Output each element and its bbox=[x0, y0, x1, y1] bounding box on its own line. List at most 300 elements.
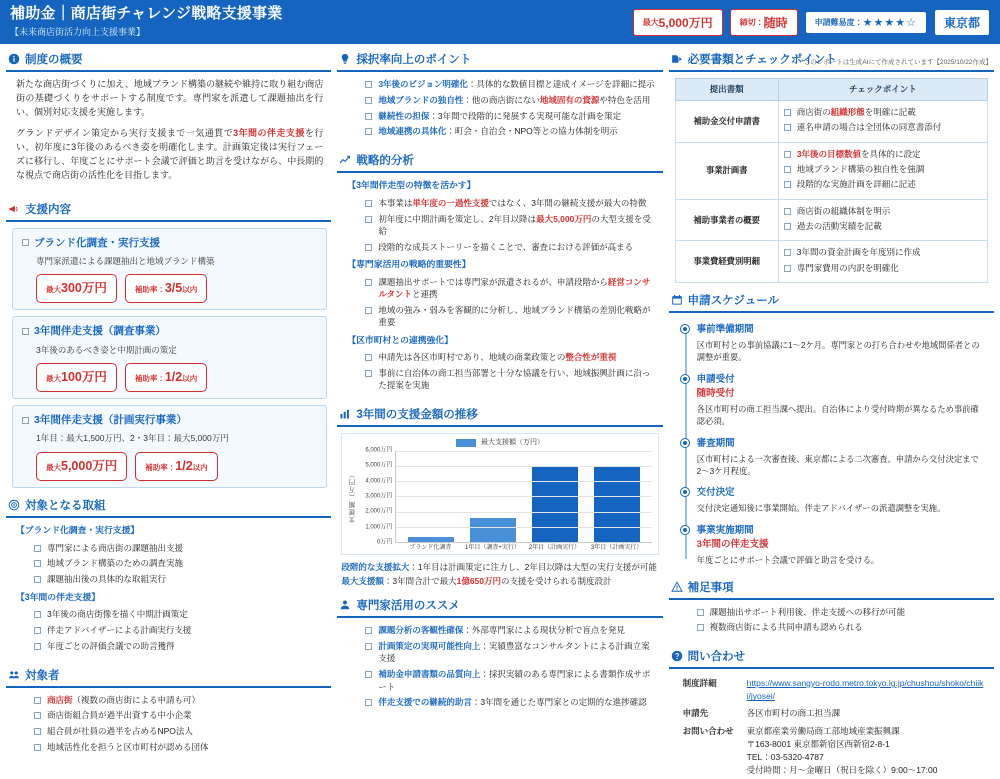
page-title: 補助金｜商店街チャレンジ戦略支援事業 bbox=[10, 4, 283, 22]
timeline-title: 事業実施期間 bbox=[696, 524, 754, 536]
notes-body bbox=[669, 600, 994, 640]
timeline-desc: 交付決定通知後に事業開始。伴走アドバイザーの派遣調整を実施。 bbox=[696, 503, 946, 514]
chart-x-tick-label: 2年目（計画実行） bbox=[528, 544, 581, 551]
list-item-label bbox=[378, 213, 654, 238]
list-item bbox=[34, 573, 323, 585]
program-detail-link[interactable]: https://www.sangyo-rodo.metro.tokyo.lg.jp/chushou/shoko/chiiki/jyosei/ bbox=[746, 678, 984, 702]
notes-title: 補足事項 bbox=[687, 581, 734, 594]
overview-p2-a: グランドデザイン策定から実行支援まで一気通貫で bbox=[16, 127, 234, 138]
timeline-item bbox=[697, 524, 986, 567]
strategy-group-label: 【専門家活用の戦略的重要性】 bbox=[347, 259, 471, 270]
megaphone-icon bbox=[8, 203, 20, 215]
tips-body bbox=[337, 72, 662, 143]
timeline-item bbox=[697, 486, 986, 514]
checkbox-icon[interactable] bbox=[22, 328, 29, 335]
timeline-title: 交付決定 bbox=[696, 487, 735, 499]
chart-gridline bbox=[396, 527, 651, 528]
list-item-label: 年度ごとの評価会議での助言獲得 bbox=[47, 640, 175, 651]
chart-bar bbox=[408, 537, 454, 542]
documents-title: 必要書類とチェックポイント bbox=[687, 54, 837, 66]
overview-title: 制度の概要 bbox=[25, 54, 83, 66]
overview-header bbox=[6, 48, 331, 72]
support-rate-chip bbox=[125, 274, 207, 303]
difficulty-badge bbox=[805, 11, 927, 34]
note-highlight: 1億650万円 bbox=[456, 575, 502, 586]
cell-checkpoints bbox=[778, 101, 987, 143]
text-highlight: 整合性が重視 bbox=[565, 352, 617, 363]
checkbox-icon[interactable] bbox=[34, 576, 41, 583]
tip-text: 3年間で段階的に発展する実現可能な計画を策定 bbox=[437, 110, 622, 121]
tip-text: 町会・自治会・NPO等との協力体制を明示 bbox=[454, 126, 618, 137]
rate-label: 補助率： bbox=[134, 373, 165, 383]
list-item-label bbox=[378, 110, 621, 122]
cell-checkpoints bbox=[778, 142, 987, 199]
list-item bbox=[365, 213, 654, 238]
deadline-label: 締切： bbox=[739, 17, 764, 27]
checkbox-icon[interactable] bbox=[784, 181, 791, 188]
support-card-desc: 1年目：最大1,500万円、2・3年目：最大5,000万円 bbox=[36, 433, 229, 444]
tip-sep: ： bbox=[467, 79, 477, 89]
section-notes bbox=[669, 576, 994, 640]
checkbox-icon[interactable] bbox=[365, 354, 372, 361]
schedule-header bbox=[669, 289, 994, 313]
section-eligible bbox=[6, 494, 331, 658]
support-card-chips bbox=[36, 363, 317, 392]
eligible-body bbox=[6, 518, 331, 658]
contact-row bbox=[679, 723, 988, 779]
timeline-desc: 区市町村との事前協議に1〜2ケ月。専門家との打ち合わせや地域間係者との調整が重要。 bbox=[696, 339, 980, 363]
note-text-b: の支援を受けられる制度設計 bbox=[501, 575, 612, 586]
chart-y-tick-label: 2,000万円 bbox=[365, 508, 393, 515]
legend-swatch-icon bbox=[456, 439, 476, 447]
checkbox-icon[interactable] bbox=[34, 712, 41, 719]
amount-value: 100万円 bbox=[61, 369, 107, 384]
chart-line-icon bbox=[339, 154, 351, 166]
list-item bbox=[34, 624, 323, 636]
list-item-label bbox=[378, 276, 654, 301]
checkbox-icon[interactable] bbox=[34, 627, 41, 634]
text-highlight: 経営コンサルタント bbox=[378, 276, 651, 300]
support-card-desc: 専門家派遣による課題抽出と地域ブランド構築 bbox=[36, 255, 215, 266]
contact-line: 受付時間：月〜金曜日（祝日を除く）9:00〜17:00 bbox=[746, 765, 938, 776]
section-contact bbox=[669, 645, 994, 779]
contact-line: TEL：03-5320-4787 bbox=[746, 752, 824, 762]
list-item-label: 地域ブランド構築の独自性を強調 bbox=[796, 164, 925, 175]
list-item-label bbox=[378, 94, 650, 106]
timeline-title: 事前準備期間 bbox=[696, 323, 754, 335]
checkbox-icon[interactable] bbox=[365, 671, 372, 678]
list-item-label: 過去の活動実績を記載 bbox=[796, 221, 882, 232]
list-item-label bbox=[797, 148, 921, 160]
contact-title: 問い合わせ bbox=[687, 651, 746, 664]
strategy-title: 戦略的分析 bbox=[356, 155, 414, 168]
timeline-item bbox=[697, 437, 986, 478]
list-item bbox=[365, 367, 654, 392]
checkbox-icon[interactable] bbox=[365, 699, 372, 706]
list-item-label: 専門家による商店街の課題抽出支援 bbox=[47, 542, 184, 553]
list-item-label bbox=[378, 78, 654, 90]
list-item bbox=[697, 621, 986, 633]
note-key: 最大支援額 bbox=[341, 575, 384, 586]
checkbox-icon[interactable] bbox=[784, 124, 791, 131]
list-item bbox=[784, 205, 982, 217]
support-card-desc: 3年後のあるべき姿と中期計画の策定 bbox=[36, 344, 177, 355]
checkbox-icon[interactable] bbox=[34, 744, 41, 751]
list-item-label: 商店街の組織体制を明示 bbox=[796, 205, 891, 216]
chart-y-tick-label: 3,000万円 bbox=[365, 493, 393, 500]
checkbox-icon[interactable] bbox=[22, 239, 29, 246]
checkbox-icon[interactable] bbox=[365, 97, 372, 104]
overview-paragraph-2 bbox=[16, 127, 323, 183]
timeline-item bbox=[697, 323, 986, 364]
checkbox-icon[interactable] bbox=[784, 265, 791, 272]
amount-value: 300万円 bbox=[61, 281, 107, 295]
chart-gridline bbox=[396, 466, 651, 467]
list-item bbox=[34, 542, 323, 554]
overview-p2-b: を行い、初年度に3年後のあるべき姿を明確化します。計画策定後は実行フェーズに移行し、年度ごとにサポート会議で評価と助言を受けながら、中長期的な視点で商店街の活性化を目指します。 bbox=[16, 127, 324, 180]
list-item-label: 3年間の資金計画を年度別に作成 bbox=[796, 247, 921, 258]
note-sep: ： bbox=[383, 575, 393, 586]
list-item-label bbox=[378, 351, 616, 363]
list-item-label: 組合員が社員の過半を占めるNPO法人 bbox=[47, 726, 193, 737]
amount-prefix: 最大 bbox=[46, 462, 61, 472]
target-rest: （複数の商店街による申請も可） bbox=[72, 694, 201, 705]
support-card bbox=[12, 405, 327, 488]
list-item-label bbox=[378, 624, 625, 636]
list-item-label: 商店街組合員が過半出資する中小企業 bbox=[47, 710, 192, 721]
chart-y-ticks bbox=[359, 447, 395, 546]
overview-paragraph-1: 新たな商店街づくりに加え、地域ブランド構築の継続や維持に取り組む商店街の基礎づくりをサポートする制度です。専門家を派遣して課題抽出を行い、個別対応支援を実施します。 bbox=[16, 79, 324, 117]
list-item-label: 段階的な成長ストーリーを描くことで、審査における評価が高まる bbox=[378, 241, 634, 252]
expert-body bbox=[337, 618, 662, 714]
checkbox-icon[interactable] bbox=[697, 624, 704, 631]
text-b: を明確に記載 bbox=[864, 107, 916, 118]
expert-key: 課題分析の客観性確保 bbox=[378, 625, 464, 636]
column-header-checkpoints: チェックポイント bbox=[778, 79, 987, 101]
checkbox-icon[interactable] bbox=[34, 611, 41, 618]
contact-header bbox=[669, 645, 994, 669]
list-item bbox=[784, 121, 982, 133]
section-tips bbox=[337, 48, 662, 143]
checkbox-icon[interactable] bbox=[365, 128, 372, 135]
list-item-label: 伴走アドバイザーによる計画実行支援 bbox=[47, 625, 192, 635]
schedule-timeline bbox=[681, 323, 986, 567]
documents-table bbox=[675, 78, 988, 283]
list-item-label: 課題抽出後の具体的な取組実行 bbox=[47, 574, 167, 585]
checkbox-icon[interactable] bbox=[34, 728, 41, 735]
list-item-label: 専門家費用の内訳を明確化 bbox=[796, 262, 899, 273]
checkbox-icon[interactable] bbox=[365, 216, 372, 223]
list-item bbox=[784, 148, 982, 160]
rate-suffix: 以内 bbox=[182, 285, 198, 294]
targets-body bbox=[6, 688, 331, 759]
list-item-label: 複数商店街による共同申請も認められる bbox=[709, 622, 863, 633]
cell-document-name: 補助金交付申請書 bbox=[675, 101, 778, 143]
checkbox-icon[interactable] bbox=[365, 307, 372, 314]
expert-header bbox=[337, 594, 662, 618]
expert-title: 専門家活用のススメ bbox=[356, 600, 460, 613]
contact-value bbox=[743, 675, 988, 705]
section-chart bbox=[337, 403, 662, 588]
rate-suffix: 以内 bbox=[182, 373, 198, 383]
timeline-highlight: 随時受付 bbox=[696, 388, 735, 400]
section-support bbox=[6, 198, 331, 488]
list-item-label: 地域ブランド構築のための調査実施 bbox=[47, 558, 184, 569]
targets-title: 対象者 bbox=[25, 669, 60, 682]
chart-gridline bbox=[396, 481, 651, 482]
chart-y-axis-label: 支援額（万円） bbox=[349, 470, 357, 524]
list-item bbox=[365, 640, 654, 665]
support-rate-chip bbox=[135, 452, 217, 481]
list-item bbox=[784, 246, 982, 258]
middle-column bbox=[337, 48, 662, 706]
tips-title: 採択率向上のポイント bbox=[356, 54, 472, 66]
expert-key: 計画策定の実現可能性向上 bbox=[378, 641, 481, 652]
tip-text: 他の商店街にない bbox=[471, 94, 540, 105]
list-item bbox=[784, 220, 982, 232]
expert-key: 伴走支援での継続的助言 bbox=[378, 697, 472, 708]
list-item bbox=[365, 125, 654, 137]
checkbox-icon[interactable] bbox=[365, 200, 372, 207]
column-header-document: 提出書類 bbox=[675, 79, 778, 101]
tip-key: 地域ブランドの独自性 bbox=[378, 94, 464, 105]
support-amount-chip bbox=[36, 452, 127, 481]
amount-prefix: 最大 bbox=[46, 373, 61, 383]
support-card-chips bbox=[36, 452, 317, 481]
chart-y-tick-label: 0万円 bbox=[376, 539, 393, 546]
cell-document-name: 事業計画書 bbox=[675, 142, 778, 199]
support-card-name: 3年間伴走支援（調査事業） bbox=[34, 325, 166, 338]
list-item bbox=[784, 163, 982, 175]
chart-y-tick-label: 6,000万円 bbox=[365, 447, 393, 454]
region-value: 東京都 bbox=[943, 15, 980, 30]
region-badge bbox=[934, 9, 990, 36]
contact-value: 各区市町村の商工担当課 bbox=[746, 708, 841, 719]
contact-table bbox=[679, 675, 988, 779]
contact-row bbox=[679, 705, 988, 722]
checkbox-icon[interactable] bbox=[784, 166, 791, 173]
timeline-desc: 各区市町村の商工担当課へ提出。自治体により受付時期が異なるため事前確認必須。 bbox=[696, 404, 979, 427]
table-row bbox=[675, 142, 987, 199]
list-item bbox=[365, 94, 654, 106]
support-rate-chip bbox=[125, 363, 207, 392]
support-card-name: 3年間伴走支援（計画実行事業） bbox=[34, 414, 187, 427]
list-item bbox=[365, 668, 654, 693]
cell-document-name: 事業費経費別明細 bbox=[675, 241, 778, 283]
chart-bar bbox=[594, 466, 640, 542]
checkbox-icon[interactable] bbox=[34, 643, 41, 650]
section-targets bbox=[6, 664, 331, 759]
eligible-header bbox=[6, 494, 331, 518]
list-item-label: 課題抽出サポート利用後、伴走支援への移行が可能 bbox=[709, 606, 906, 617]
text-a: 本事業は bbox=[378, 197, 413, 208]
text-b: ではなく、3年間の継続支援が最大の特徴 bbox=[488, 197, 647, 208]
chart-y-tick-label: 4,000万円 bbox=[365, 477, 393, 484]
support-header bbox=[6, 198, 331, 222]
list-item-label: 事前に自治体の商工担当部署と十分な協議を行い、地域振興計画に沿った提案を実施 bbox=[378, 367, 651, 391]
section-schedule bbox=[669, 289, 994, 567]
tip-highlight: 地域固有の資源 bbox=[539, 94, 600, 105]
support-card-chips bbox=[36, 274, 317, 303]
expert-key: 補助金申請書類の品質向上 bbox=[378, 669, 481, 680]
strategy-group-label: 【3年間伴走型の特徴を活かす】 bbox=[347, 180, 476, 191]
table-header-row bbox=[675, 79, 987, 101]
list-item bbox=[784, 178, 982, 190]
chart-x-tick-label: ブランド化調査 bbox=[409, 544, 452, 551]
timeline-desc: 区市町村による一次審査後、東京都による二次審査。申請から交付決定まで2〜3ケ月程度。 bbox=[696, 453, 979, 477]
list-item bbox=[697, 606, 986, 618]
list-item bbox=[34, 709, 323, 721]
checkbox-icon[interactable] bbox=[34, 697, 41, 704]
amount-value: 5,000万円 bbox=[61, 458, 118, 473]
checkbox-icon[interactable] bbox=[697, 609, 704, 616]
deadline-badge bbox=[730, 9, 798, 36]
chart-header bbox=[337, 403, 662, 427]
support-card-title-row bbox=[22, 323, 317, 339]
text-a: 商店街の bbox=[796, 107, 831, 118]
support-card-name: ブランド化調査・実行支援 bbox=[34, 236, 160, 249]
contact-row bbox=[679, 675, 988, 705]
documents-header bbox=[669, 48, 994, 72]
support-card bbox=[12, 316, 327, 399]
chart-plot-area bbox=[348, 447, 651, 546]
timeline-dot-icon bbox=[681, 325, 689, 333]
list-item-label bbox=[378, 696, 646, 708]
target-highlight: 商店街 bbox=[47, 694, 73, 705]
table-row bbox=[675, 199, 987, 241]
contact-line: 〒163-8001 東京都新宿区西新宿2-8-1 bbox=[746, 738, 890, 749]
list-item bbox=[34, 725, 323, 737]
list-item bbox=[365, 241, 654, 253]
documents-body bbox=[669, 72, 994, 283]
chart-note bbox=[341, 575, 658, 589]
chart-y-tick-label: 1,000万円 bbox=[365, 523, 393, 530]
checkbox-icon[interactable] bbox=[365, 279, 372, 286]
support-body bbox=[6, 222, 331, 488]
expert-text: 採択実績のある専門家による書類作成サポート bbox=[378, 669, 651, 692]
text-highlight: 最大5,000万円 bbox=[536, 213, 592, 224]
checkbox-icon[interactable] bbox=[365, 627, 372, 634]
chart-legend bbox=[348, 438, 651, 449]
checkbox-icon[interactable] bbox=[784, 249, 791, 256]
list-item-label bbox=[797, 106, 916, 118]
checkbox-icon[interactable] bbox=[34, 560, 41, 567]
support-amount-chip bbox=[36, 274, 117, 303]
timeline-dot-icon bbox=[681, 439, 689, 447]
info-icon bbox=[8, 53, 20, 65]
checkbox-icon[interactable] bbox=[784, 223, 791, 230]
note-text: 3年間合計で最大 bbox=[392, 575, 457, 586]
checkbox-icon[interactable] bbox=[365, 113, 372, 120]
checkbox-icon[interactable] bbox=[365, 81, 372, 88]
chart-notes bbox=[341, 561, 658, 588]
section-strategy bbox=[337, 149, 662, 397]
list-item-label: 地域の強み・弱みを客観的に分析し、地域ブランド構築の差別化戦略が重要 bbox=[378, 304, 651, 328]
tips-header bbox=[337, 48, 662, 72]
checkbox-icon[interactable] bbox=[365, 244, 372, 251]
page-subtitle: 【未来商店街活力向上支援事業】 bbox=[10, 27, 146, 38]
timeline-dot-icon bbox=[681, 526, 689, 534]
chart-y-tick-label: 5,000万円 bbox=[365, 462, 393, 469]
schedule-title: 申請スケジュール bbox=[687, 294, 779, 307]
bar-chart-icon bbox=[339, 408, 351, 420]
tip-sep: ： bbox=[463, 94, 472, 105]
list-item-label bbox=[378, 125, 617, 137]
people-icon bbox=[8, 669, 20, 681]
list-item bbox=[34, 640, 323, 652]
contact-key: お問い合わせ bbox=[682, 725, 734, 736]
checkbox-icon[interactable] bbox=[784, 109, 791, 116]
contact-line: 東京都産業労働局商工部地域産業振興課 bbox=[746, 725, 900, 736]
calendar-icon bbox=[671, 294, 683, 306]
page-header bbox=[0, 0, 1000, 44]
strategy-group-label: 【区市町村との連携強化】 bbox=[347, 334, 453, 345]
text-highlight: 単年度の一過性支援 bbox=[412, 197, 489, 208]
checkbox-icon[interactable] bbox=[784, 208, 791, 215]
checkbox-icon[interactable] bbox=[365, 643, 372, 650]
rate-suffix: 以内 bbox=[192, 462, 208, 472]
amount-prefix: 最大 bbox=[46, 285, 61, 294]
eligible-group-label: 【ブランド化調査・実行支援】 bbox=[16, 525, 140, 535]
deadline-value: 随時 bbox=[763, 15, 788, 30]
support-card bbox=[12, 228, 327, 311]
overview-body bbox=[6, 72, 331, 192]
expert-text: 実績豊富なコンサルタントによる計画立案支援 bbox=[378, 641, 650, 664]
right-column bbox=[669, 48, 994, 776]
list-item bbox=[365, 696, 654, 708]
text-highlight: 3年後の目標数値 bbox=[796, 148, 861, 159]
notes-header bbox=[669, 576, 994, 600]
rate-label: 補助率： bbox=[134, 285, 165, 294]
expert-sep: ： bbox=[463, 625, 472, 636]
checkbox-icon[interactable] bbox=[34, 545, 41, 552]
chart-bar bbox=[532, 466, 578, 542]
chart-gridline bbox=[396, 512, 651, 513]
contact-key: 制度詳細 bbox=[682, 678, 717, 689]
cell-checkpoints bbox=[778, 199, 987, 241]
checkbox-icon[interactable] bbox=[784, 151, 791, 158]
list-item-label: 連名申請の場合は全団体の同意書添付 bbox=[796, 122, 942, 133]
eligible-title: 対象となる取組 bbox=[25, 500, 106, 512]
rate-value: 1/2 bbox=[175, 458, 193, 473]
checkbox-icon[interactable] bbox=[22, 417, 29, 424]
chart-x-tick-label: 1年目（調査+実行） bbox=[465, 544, 520, 551]
legend-label: 最大支援額（万円） bbox=[480, 439, 544, 447]
chart-body bbox=[337, 427, 662, 588]
list-item-label bbox=[378, 640, 654, 665]
cell-document-name: 補助事業者の概要 bbox=[675, 199, 778, 241]
section-expert bbox=[337, 594, 662, 714]
chart-gridline bbox=[396, 496, 651, 497]
list-item bbox=[34, 608, 323, 620]
list-item bbox=[34, 557, 323, 569]
list-item bbox=[365, 351, 654, 363]
bar-chart bbox=[341, 433, 658, 555]
timeline-title: 申請受付 bbox=[696, 373, 735, 385]
question-icon bbox=[671, 650, 683, 662]
text-b: と連携 bbox=[412, 289, 438, 300]
section-documents bbox=[669, 48, 994, 283]
strategy-header bbox=[337, 149, 662, 173]
list-item bbox=[365, 276, 654, 301]
expert-person-icon bbox=[339, 599, 351, 611]
list-item-label bbox=[378, 197, 646, 209]
checkbox-icon[interactable] bbox=[365, 370, 372, 377]
chart-gridline bbox=[396, 451, 651, 452]
eligible-group-label: 【3年間の伴走支援】 bbox=[16, 591, 101, 602]
left-column bbox=[6, 48, 331, 753]
max-amount-prefix: 最大 bbox=[642, 17, 659, 27]
